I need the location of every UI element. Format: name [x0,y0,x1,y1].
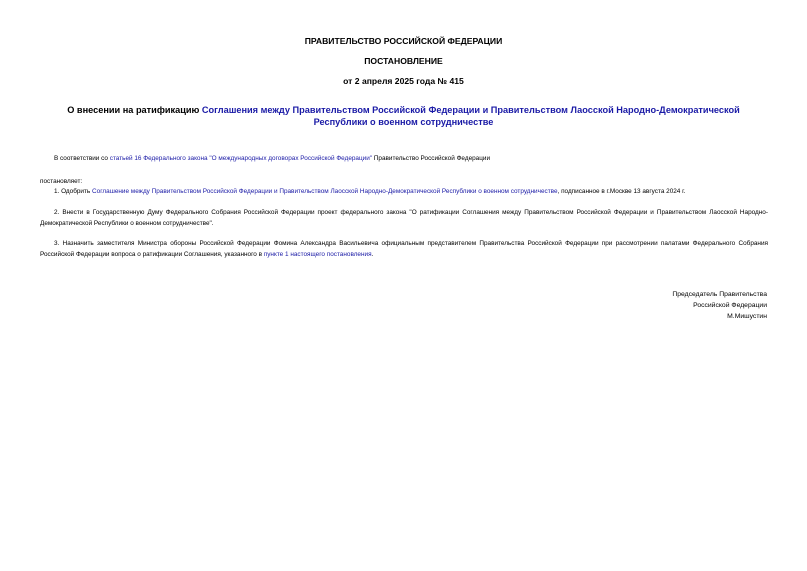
item-1-prefix: 1. Одобрить [54,188,93,195]
preamble [54,153,490,164]
signature-country: Российской Федерации [693,302,767,309]
resolves-word: постановляет: [40,178,83,185]
signature-name: М.Мишустин [727,313,767,320]
preamble-prefix: В соответствии со [54,155,110,162]
item-3-text: 3. Назначить заместителя Министра обороны Российской Федерации Фомина Александра Васильевича официальным представителем Правительства Российской Федерации при рассмотрении палатами Федерального Собрания Российской Федерации вопроса о ратификации Соглашения, указанного в [40,240,768,258]
item-2: 2. Внести в Государственную Думу Федерального Собрания Российской Федерации проект федерального закона "О ратификации Соглашения между Правительством Российской Федерации и Правительством Лаосской Народно-Демократической Республики о военном сотрудничестве". [40,209,768,227]
document-type: ПОСТАНОВЛЕНИЕ [364,56,443,66]
item-3-suffix: . [371,251,374,258]
item-3 [40,238,768,260]
subject-prefix: О внесении на ратификацию [67,105,202,115]
law-article-link[interactable]: статьей 16 Федерального закона "О международных договорах Российской Федерации" [109,155,373,162]
signature-block [672,289,767,322]
government-title: ПРАВИТЕЛЬСТВО РОССИЙСКОЙ ФЕДЕРАЦИИ [304,36,503,46]
item-3-paragraph-link[interactable]: пункте 1 настоящего постановления [263,251,372,258]
item-1-agreement-link[interactable]: Соглашение между Правительством Российской Федерации и Правительством Лаосской Народно-Демократической Республики о военном сотрудничестве [92,188,558,195]
document-date-number: от 2 апреля 2025 года № 415 [343,76,464,86]
signature-position: Председатель Правительства [672,291,767,298]
item-1-suffix: , подписанное в г.Москве 13 августа 2024 г. [557,188,686,195]
preamble-suffix: Правительство Российской Федерации [372,155,491,162]
subject-agreement-link[interactable]: Соглашения между Правительством Российской Федерации и Правительством Лаосской Народно-Демократической Республики о военном сотрудничестве [201,105,740,127]
item-1 [54,186,685,197]
document-subject [40,104,767,128]
